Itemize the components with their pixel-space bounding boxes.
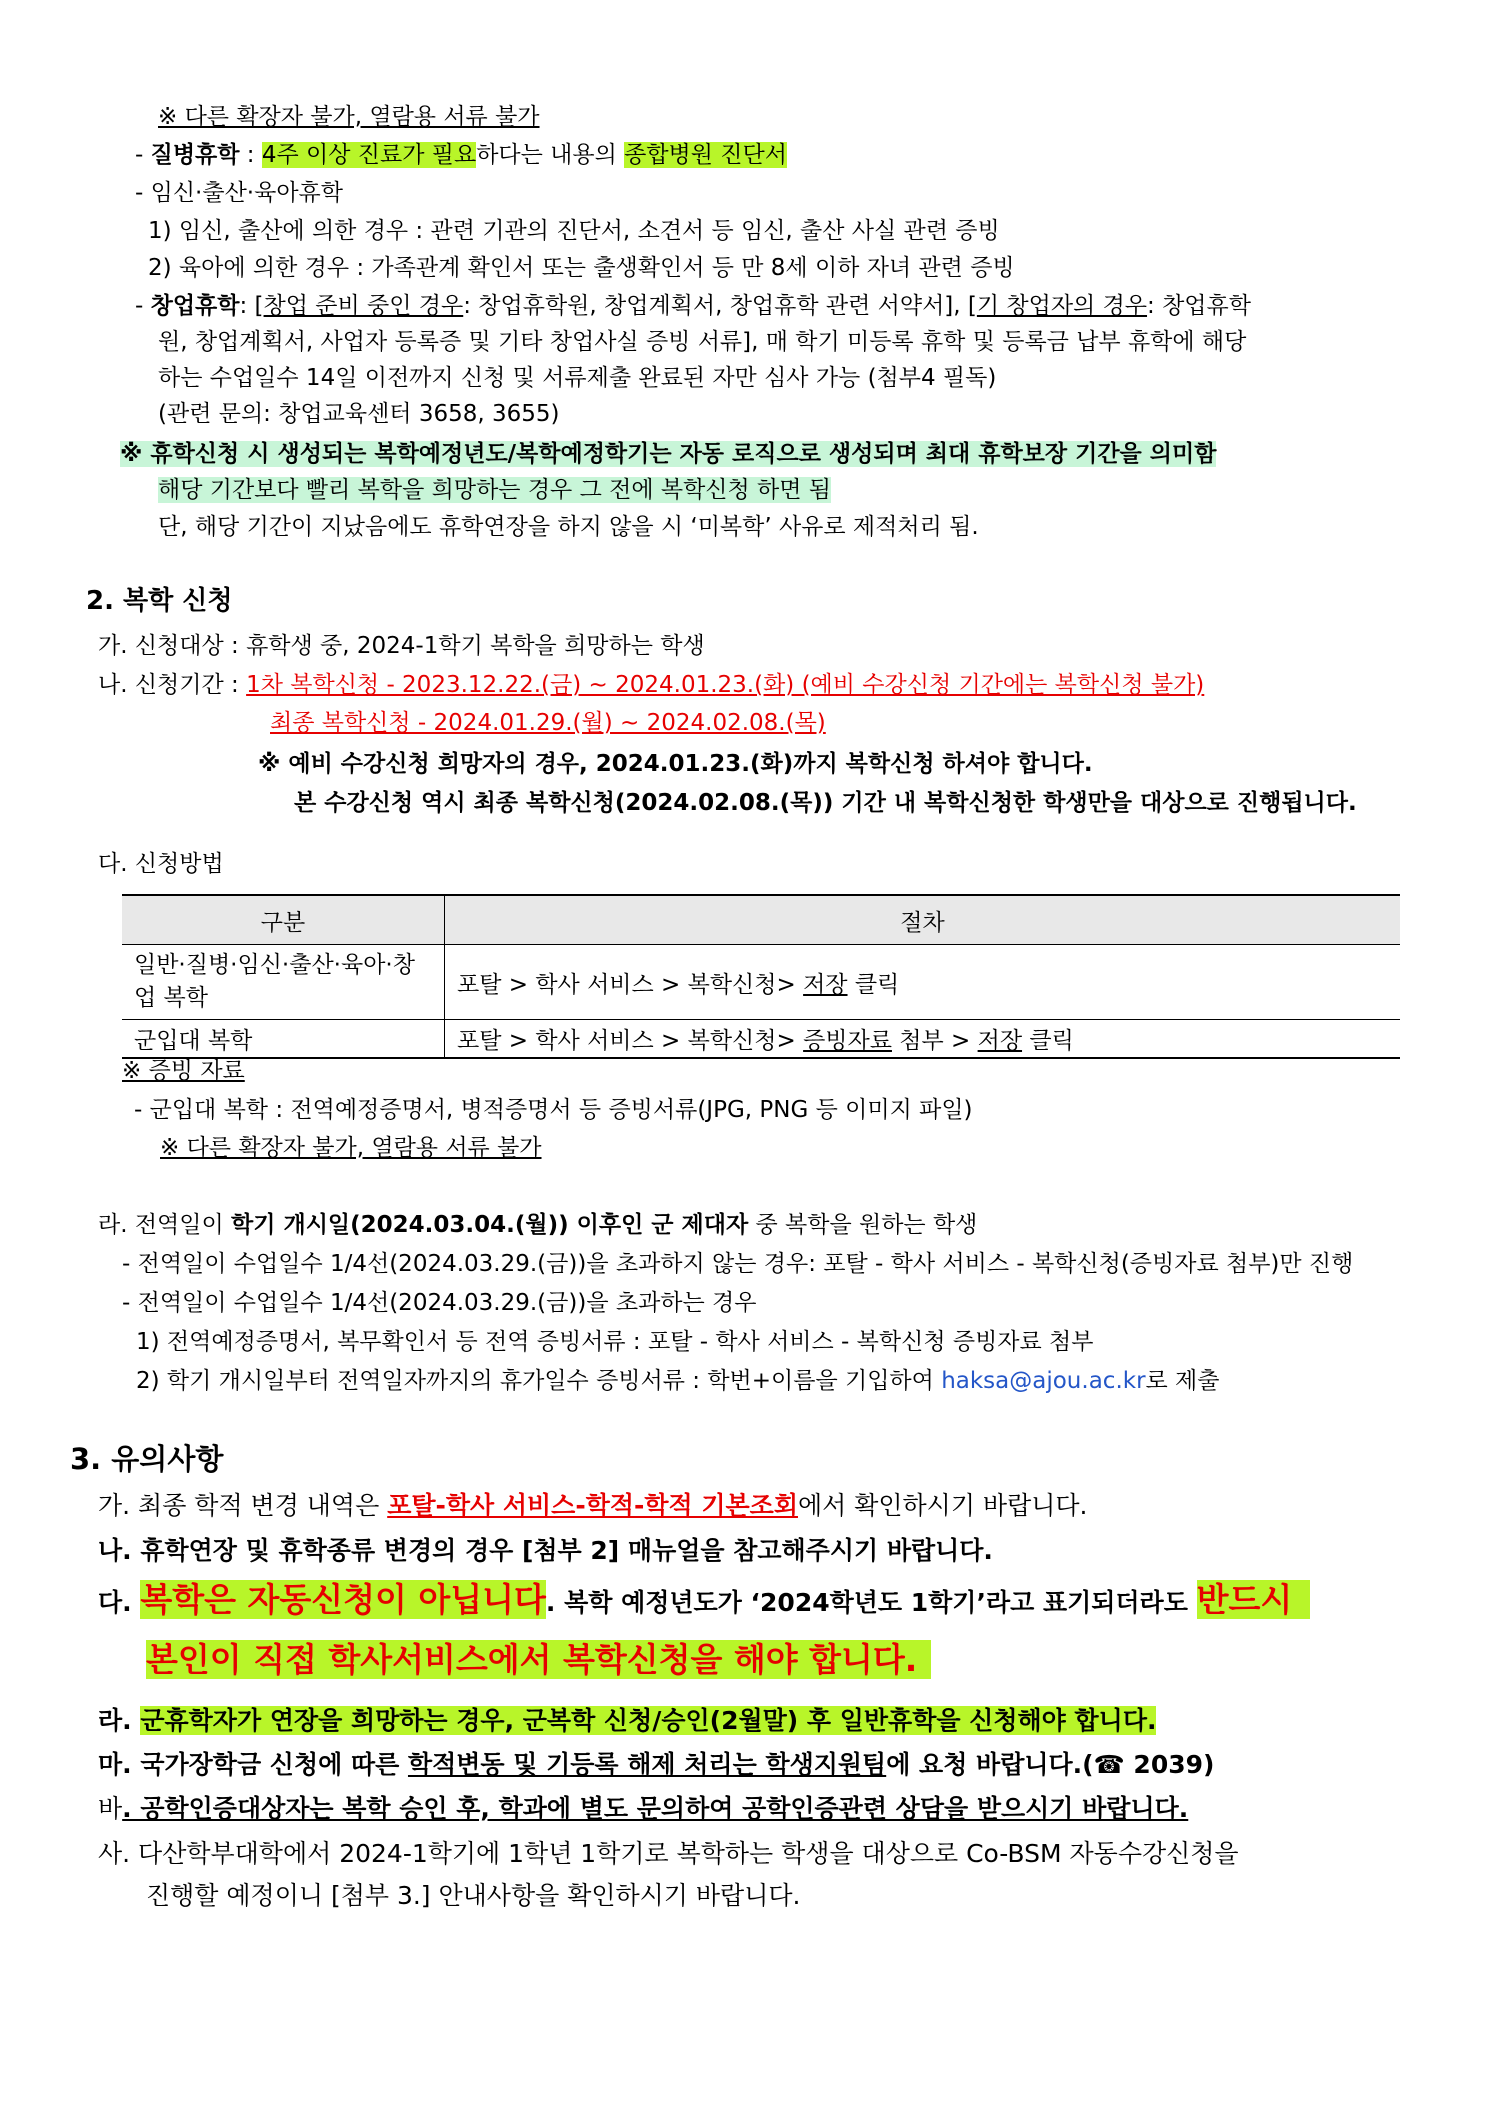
click-step: 클릭 [847, 971, 900, 998]
table-header-row [122, 895, 1400, 945]
pre-registration-note: ※ 예비 수강신청 희망자의 경우, 2024.01.23.(화)까지 복학신청 하셔야 합니다. [258, 751, 1093, 777]
illness-mid: 하다는 내용의 [476, 142, 625, 168]
table-row [122, 945, 1400, 1020]
row-military-category: 군입대 복학 [122, 1020, 445, 1059]
notice-ba-underline: . 공학인증대상자는 복학 승인 후, 학과에 별도 문의하여 공학인증관련 상담을 받으시기 바랍니다. [122, 1794, 1189, 1823]
notice-da-highlight-1: 복학은 자동신청이 아닙니다 [140, 1580, 546, 1619]
startup-seg-c: : 창업휴학 [1147, 293, 1251, 319]
notice-ra-highlight: 군휴학자가 연장을 희망하는 경우, 군복학 신청/승인(2월말) 후 일반휴학을 신청해야 합니다. [140, 1706, 1157, 1735]
startup-underline-1: 창업 준비 중인 경우 [263, 293, 464, 319]
discharge-pre: 라. 전역일이 [98, 1212, 232, 1238]
notice-na: 나. 휴학연장 및 휴학종류 변경의 경우 [첨부 2] 매뉴얼을 참고해주시기 바랍니다. [98, 1536, 993, 1565]
auto-return-note-3: 단, 해당 기간이 지났음에도 휴학연장을 하지 않을 시 ‘미복학’ 사유로 제적처리 됨. [158, 514, 979, 540]
apply-period-line-1 [98, 669, 1204, 701]
discharge-item-2-post: 로 제출 [1145, 1368, 1220, 1394]
apply-method-table [122, 894, 1400, 1059]
email-link[interactable]: haksa@ajou.ac.kr [941, 1368, 1146, 1394]
discharge-item-2-pre: 2) 학기 개시일부터 전역일자까지의 휴가일수 증빙서류 : 학번+이름을 기입하여 [136, 1368, 942, 1394]
notice-ba [98, 1793, 1188, 1825]
startup-leave-line-1 [135, 290, 1251, 322]
main-registration-note: 본 수강신청 역시 최종 복학신청(2024.02.08.(목)) 기간 내 복학신청한 학생만을 대상으로 진행됩니다. [294, 790, 1357, 816]
startup-contact: (관련 문의: 창업교육센터 3658, 3655) [158, 401, 560, 427]
table-row [122, 1020, 1400, 1059]
startup-seg-b: : 창업휴학원, 창업계획서, 창업휴학 관련 서약서], [ [463, 293, 977, 319]
notice-ra [98, 1705, 1156, 1737]
section-3-title: 3. 유의사항 [70, 1442, 224, 1476]
notice-ga-post: 에서 확인하시기 바랍니다. [797, 1491, 1088, 1520]
pregnancy-title: - 임신·출산·육아휴학 [135, 180, 343, 206]
startup-dash: - [135, 293, 151, 319]
notice-sa-line-1: 사. 다산학부대학에서 2024-1학기에 1학년 1학기로 복학하는 학생을 대상으로 Co-BSM 자동수강신청을 [98, 1839, 1239, 1868]
notice-ma-post: 에 요청 바랍니다.(☎ 2039) [886, 1750, 1215, 1779]
row-general-category: 일반·질병·임신·출산·육아·창업 복학 [122, 945, 445, 1020]
evidence-title: ※ 증빙 자료 [122, 1058, 245, 1084]
discharge-title [98, 1209, 977, 1241]
discharge-case-2: - 전역일이 수업일수 1/4선(2024.03.29.(금))을 초과하는 경우 [122, 1290, 757, 1316]
discharge-post: 중 복학을 원하는 학생 [748, 1212, 978, 1238]
apply-period-final: 최종 복학신청 - 2024.01.29.(월) ~ 2024.02.08.(목) [270, 710, 826, 736]
illness-label: 질병휴학 [150, 142, 240, 168]
notice-da-highlight-3: 본인이 직접 학사서비스에서 복학신청을 해야 합니다. [146, 1640, 931, 1679]
pregnancy-item-1: 1) 임신, 출산에 의한 경우 : 관련 기관의 진단서, 소견서 등 임신, 출산 사실 관련 증빙 [148, 218, 1000, 244]
section-2-title: 2. 복학 신청 [86, 586, 233, 616]
save-step: 저장 [977, 1028, 1023, 1054]
auto-return-note-2-text: 해당 기간보다 빨리 복학을 희망하는 경우 그 전에 복학신청 하면 됨 [158, 477, 831, 503]
apply-period-first: 1차 복학신청 - 2023.12.22.(금) ~ 2024.01.23.(화) (예비 수강신청 기간에는 복학신청 불가) [246, 672, 1205, 698]
apply-method-title: 다. 신청방법 [98, 851, 224, 877]
format-note-evidence: ※ 다른 확장자 불가, 열람용 서류 불가 [160, 1135, 542, 1161]
illness-dash: - [135, 142, 151, 168]
auto-return-note-2 [158, 474, 831, 506]
startup-underline-2: 기 창업자의 경우 [976, 293, 1148, 319]
auto-return-note-1-text: ※ 휴학신청 시 생성되는 복학예정년도/복학예정학기는 자동 로직으로 생성되며 최대 휴학보장 기간을 의미함 [120, 441, 1217, 467]
evidence-military: - 군입대 복학 : 전역예정증명서, 병적증명서 등 증빙서류(JPG, PNG 등 이미지 파일) [134, 1097, 973, 1123]
illness-highlight-doc: 종합병원 진단서 [624, 142, 787, 168]
notice-da-pre: 다. [98, 1588, 141, 1617]
attach-step: 첨부 > [891, 1028, 978, 1054]
notice-ma-pre: 마. 국가장학금 신청에 따른 [98, 1750, 408, 1779]
row-general-path: 포탈 > 학사 서비스 > 복학신청> [457, 971, 804, 998]
notice-ma [98, 1749, 1214, 1781]
portal-path-link: 포탈-학사 서비스-학적-학적 기본조회 [387, 1491, 798, 1520]
header-procedure: 절차 [445, 895, 1401, 945]
pregnancy-item-2: 2) 육아에 의한 경우 : 가족관계 확인서 또는 출생확인서 등 만 8세 이하 자녀 관련 증빙 [148, 255, 1015, 281]
save-step: 저장 [803, 971, 848, 998]
discharge-case-1: - 전역일이 수업일수 1/4선(2024.03.29.(금))을 초과하지 않는 경우: 포탈 - 학사 서비스 - 복학신청(증빙자료 첨부)만 진행 [122, 1251, 1354, 1277]
auto-return-note-1 [120, 438, 1216, 470]
discharge-bold: 학기 개시일(2024.03.04.(월)) 이후인 군 제대자 [231, 1212, 749, 1238]
format-note-top: ※ 다른 확장자 불가, 열람용 서류 불가 [158, 104, 540, 130]
click-step: 클릭 [1022, 1028, 1074, 1054]
notice-da-line-2 [146, 1640, 931, 1684]
illness-leave-line [135, 139, 787, 171]
startup-leave-line-3: 하는 수업일수 14일 이전까지 신청 및 서류제출 완료된 자만 심사 가능 (첨부4 필독) [158, 365, 997, 391]
row-general-procedure [445, 945, 1401, 1020]
notice-ba-pre: 바 [98, 1794, 123, 1823]
evidence-step: 증빙자료 [803, 1028, 892, 1054]
notice-da-highlight-2: 반드시 [1197, 1580, 1311, 1619]
illness-colon: : [239, 142, 262, 168]
notice-da-line-1 [98, 1580, 1310, 1623]
notice-ga [98, 1490, 1087, 1522]
notice-ga-pre: 가. 최종 학적 변경 내역은 [98, 1491, 388, 1520]
row-military-path: 포탈 > 학사 서비스 > 복학신청> [457, 1028, 804, 1054]
apply-period-label: 나. 신청기간 : [98, 672, 247, 698]
header-category: 구분 [122, 895, 445, 945]
discharge-case-2-item-1: 1) 전역예정증명서, 복무확인서 등 전역 증빙서류 : 포탈 - 학사 서비스 - 복학신청 증빙자료 첨부 [136, 1329, 1094, 1355]
notice-da-mid: . 복학 예정년도가 ‘2024학년도 1학기’라고 표기되더라도 [545, 1588, 1197, 1617]
startup-seg-a: : [ [239, 293, 264, 319]
startup-label: 창업휴학 [150, 293, 240, 319]
notice-ma-underline: 학적변동 및 기등록 해제 처리는 학생지원팀 [407, 1750, 887, 1779]
apply-target: 가. 신청대상 : 휴학생 중, 2024-1학기 복학을 희망하는 학생 [98, 633, 705, 659]
illness-highlight-period: 4주 이상 진료가 필요 [261, 142, 477, 168]
startup-leave-line-2: 원, 창업계획서, 사업자 등록증 및 기타 창업사실 증빙 서류], 매 학기 미등록 휴학 및 등록금 납부 휴학에 해당 [158, 329, 1247, 355]
notice-ra-pre: 라. [98, 1706, 141, 1735]
discharge-case-2-item-2 [136, 1365, 1220, 1397]
notice-sa-line-2: 진행할 예정이니 [첨부 3.] 안내사항을 확인하시기 바랍니다. [146, 1881, 801, 1910]
row-military-procedure [445, 1020, 1401, 1059]
